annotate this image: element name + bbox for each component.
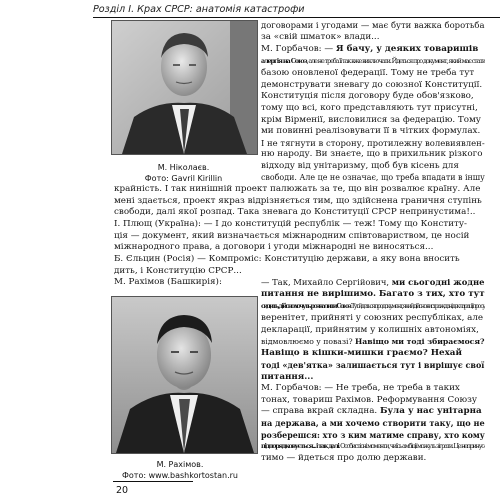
text-run: Конституція після договору буде обов'язково, xyxy=(261,91,474,101)
bold-run: розберешся: хто з ким матиме справу, хто кому xyxy=(261,431,485,440)
text-run: . Тут йдеться про документ, який дійсно вистраждані декларації про су- xyxy=(350,302,485,310)
text-line xyxy=(261,91,485,103)
bold-run: і так далі xyxy=(315,442,339,450)
text-line xyxy=(261,56,485,68)
bold-run: на держава, а ми хочемо створити таку, що не xyxy=(261,418,485,428)
text-run: ми повинні реалізовувати її в чітких формулах. xyxy=(261,126,481,136)
text-run: — Так, Михайло Сергійович, xyxy=(261,277,392,287)
text-line xyxy=(261,149,485,161)
text-line xyxy=(114,207,485,219)
text-line xyxy=(114,219,485,231)
text-line xyxy=(261,418,485,430)
caption-name: М. Рахімов. xyxy=(156,460,204,469)
text-line xyxy=(261,32,485,44)
header-rule xyxy=(93,17,500,18)
text-line xyxy=(114,231,485,243)
bold-run: Навіщо в кішки-мишки граємо? Нехай xyxy=(261,348,462,358)
text-line xyxy=(114,266,485,278)
text-run: крайність. І так нинішній проект палюжать за те, що він розвалює країну. Але xyxy=(114,184,481,194)
bold-run: ми сьогодні жодне xyxy=(391,277,485,287)
text-run: М. Горбачов: — xyxy=(261,44,336,54)
text-run: декларації, прийнятим у колишніх автономіях, xyxy=(261,325,479,335)
text-run: тому що всі, кого представляють тут присутні, xyxy=(261,103,478,113)
text-line xyxy=(261,161,485,173)
text-line xyxy=(114,184,485,196)
caption-rakhimov xyxy=(100,459,260,481)
bold-run: Багато з тих, хто тут xyxy=(378,289,485,299)
text-run: ція — документ, який визначається міжнародним співтовариством, це носій xyxy=(114,231,470,241)
text-run: . Особистісні моменти, чиїсь амбіції можуть зіграти. Це непринус- xyxy=(338,442,485,450)
text-line xyxy=(114,242,485,254)
text-run: веренітет, прийняті у союзних республіках, але xyxy=(261,313,484,323)
caption-nikolaev xyxy=(111,162,256,184)
photo-rakhimov xyxy=(111,296,258,454)
text-run: тонах, товариш Рахімов. Реформування Союзу xyxy=(261,395,478,405)
text-line xyxy=(261,80,485,92)
text-run: , але не треба її так вже виключати. Йдеться про документ, який має стати xyxy=(306,57,485,65)
text-line xyxy=(261,44,485,56)
bold-run: сидить, дійсно хочуть розвалити Союз xyxy=(261,302,351,310)
page-number: 20 xyxy=(116,485,129,496)
text-line xyxy=(261,430,485,442)
portrait-rakhimov-image xyxy=(112,297,257,453)
text-line xyxy=(261,277,485,289)
text-line xyxy=(261,313,485,325)
text-run: мені здається, проект якраз відрізняється тим, що здійснена граничня ступінь xyxy=(114,196,482,206)
text-run: ню народу. Ви знаєте, що в прихильник різкого xyxy=(261,149,483,159)
text-line xyxy=(261,20,485,32)
text-run: І. Плющ (Україна): — І до конституцій республік — теж! Тому що Конститу- xyxy=(114,219,467,229)
text-line xyxy=(261,360,485,372)
text-run: крім Вірменії, висловилися за федерацію. Тому xyxy=(261,115,481,125)
text-line xyxy=(261,126,485,138)
text-line xyxy=(261,289,485,301)
text-line xyxy=(261,301,485,313)
text-run: свободи. Але це не означає, що треба впадати в іншу xyxy=(261,173,485,182)
caption-name: М. Ніколаєв. xyxy=(157,163,210,172)
text-run: відходу від унітаризму, щоб був кісень для xyxy=(261,161,459,171)
photo-nikolaev xyxy=(111,20,258,155)
bold-run: питання не вирішимо. xyxy=(261,289,377,299)
text-line xyxy=(261,325,485,337)
text-run: — справа вкрай складна. xyxy=(261,406,380,416)
bold-run: підпорядковується... xyxy=(261,442,316,450)
text-run: дить, і Конституцію СРСР... xyxy=(114,266,242,276)
text-line xyxy=(261,372,485,384)
text-line xyxy=(261,395,485,407)
text-run: І не тягнути в сторону, протилежну волевиявлен- xyxy=(261,138,485,148)
text-line xyxy=(261,336,485,348)
text-run: відмовлюємо у повазі? xyxy=(261,337,356,346)
chapter-title: Розділ I. Крах СРСР: анатомія катастрофи xyxy=(93,4,305,15)
caption-credit: Фото: www.bashkortostan.ru xyxy=(122,471,238,480)
text-line xyxy=(114,196,485,208)
text-run: Б. Єльцин (Росія) — Компроміс: Конституцію держави, а яку вона вносить xyxy=(114,254,460,264)
running-header xyxy=(93,2,500,18)
text-line xyxy=(261,172,485,184)
text-line xyxy=(261,406,485,418)
text-line xyxy=(261,453,485,465)
footer-rule xyxy=(113,481,193,482)
bold-run: Навіщо ми тоді збираємося? xyxy=(355,337,485,346)
text-run: тимо — йдеться про долю держави. xyxy=(261,453,427,463)
text-line xyxy=(261,68,485,80)
text-run: М. Рахімов (Башкирія): xyxy=(114,277,222,287)
text-line xyxy=(261,103,485,115)
text-line xyxy=(261,383,485,395)
portrait-nikolaev-image xyxy=(112,21,257,154)
text-run: демонструвати зневагу до союзної Конституції. xyxy=(261,80,483,90)
text-line xyxy=(114,254,485,266)
bold-run: Була у нас унітарна xyxy=(379,406,482,416)
bold-run: алергія на Союз xyxy=(261,57,307,65)
text-run: міжнародного права, а договори і угоди міжнародні не виносяться... xyxy=(114,242,434,252)
bold-run: питання... xyxy=(261,372,314,382)
text-run: свободи, далі якої розпад. Така зневага до Конституції СРСР непринустима!.. xyxy=(114,207,476,217)
text-run: базою оновленої федерації. Тому не треба тут xyxy=(261,68,475,78)
text-line xyxy=(261,441,485,453)
caption-credit: Фото: Gavril Kirillin xyxy=(144,174,223,183)
bold-run: Я бачу, у деяких товаришів xyxy=(335,44,479,54)
text-run: М. Горбачов: — Не треба, не треба в таких xyxy=(261,383,460,393)
bold-run: тоді «дев'ятка» залишається тут і вирішує свої xyxy=(261,360,485,370)
text-line xyxy=(261,138,485,150)
text-run: договорами і угодами — має бути важка боротьба xyxy=(261,20,485,30)
text-line xyxy=(261,348,485,360)
text-line xyxy=(261,115,485,127)
text-run: за «свій шматок» влади... xyxy=(261,32,380,42)
